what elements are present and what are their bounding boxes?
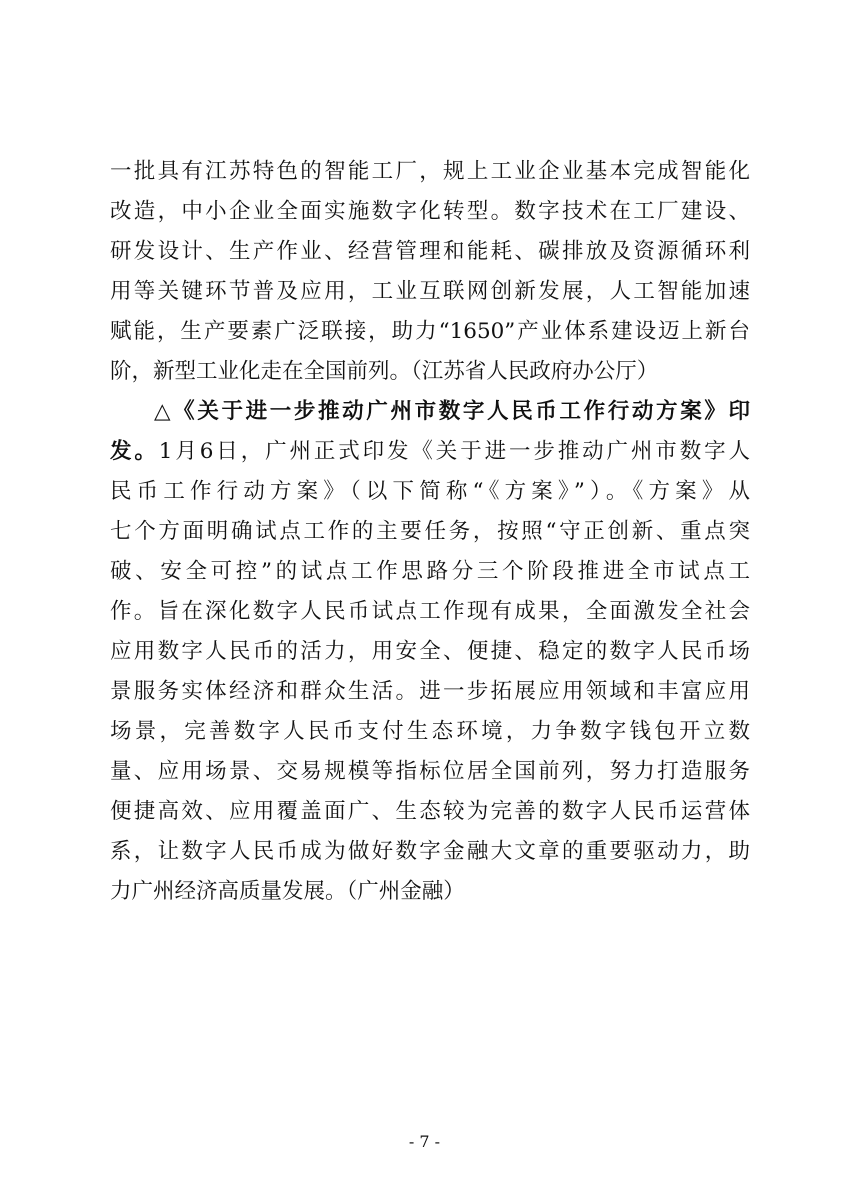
news-headline-end: 发。 — [110, 439, 159, 464]
text-line: 研发设计、生产作业、经营管理和能耗、碳排放及资源循环利 — [110, 239, 750, 264]
page-number: - 7 - — [408, 1132, 441, 1151]
text-line: 场景，完善数字人民币支付生态环境，力争数字钱包开立数 — [110, 719, 750, 744]
text-line: 作。旨在深化数字人民币试点工作现有成果，全面激发全社会 — [110, 599, 750, 624]
text-line: 改造，中小企业全面实施数字化转型。数字技术在工厂建设、 — [110, 199, 750, 224]
text-line: 一批具有江苏特色的智能工厂，规上工业企业基本完成智能化 — [110, 159, 750, 184]
text-line: 应用数字人民币的活力，用安全、便捷、稳定的数字人民币场 — [110, 639, 750, 664]
text-line: 七个方面明确试点工作的主要任务，按照“守正创新、重点突 — [110, 519, 750, 544]
text-line: 民币工作行动方案》（以下简称“《方案》”）。《方案》从 — [110, 479, 750, 504]
paragraph-jiangsu — [110, 152, 750, 392]
text-line: 量、应用场景、交易规模等指标位居全国前列，努力打造服务 — [110, 759, 750, 784]
text-line — [110, 432, 750, 472]
text-line: 景服务实体经济和群众生活。进一步拓展应用领域和丰富应用 — [110, 679, 750, 704]
news-headline: △《关于进一步推动广州市数字人民币工作行动方案》印 — [154, 399, 750, 424]
text-line: 赋能，生产要素广泛联接，助力“1650”产业体系建设迈上新台 — [110, 319, 750, 344]
text-line: 力广州经济高质量发展。（广州金融） — [110, 879, 465, 904]
text-line: 阶，新型工业化走在全国前列。（江苏省人民政府办公厅） — [110, 359, 659, 384]
text-line: 破、安全可控”的试点工作思路分三个阶段推进全市试点工 — [110, 559, 750, 584]
text-line: 用等关键环节普及应用，工业互联网创新发展，人工智能加速 — [110, 279, 750, 304]
text-line: 便捷高效、应用覆盖面广、生态较为完善的数字人民币运营体 — [110, 799, 750, 824]
paragraph-guangzhou — [110, 392, 750, 912]
text-segment: 1月6日，广州正式印发《关于进一步推动广州市数字人 — [158, 439, 750, 464]
document-body — [110, 152, 750, 912]
text-line: 系，让数字人民币成为做好数字金融大文章的重要驱动力，助 — [110, 839, 750, 864]
